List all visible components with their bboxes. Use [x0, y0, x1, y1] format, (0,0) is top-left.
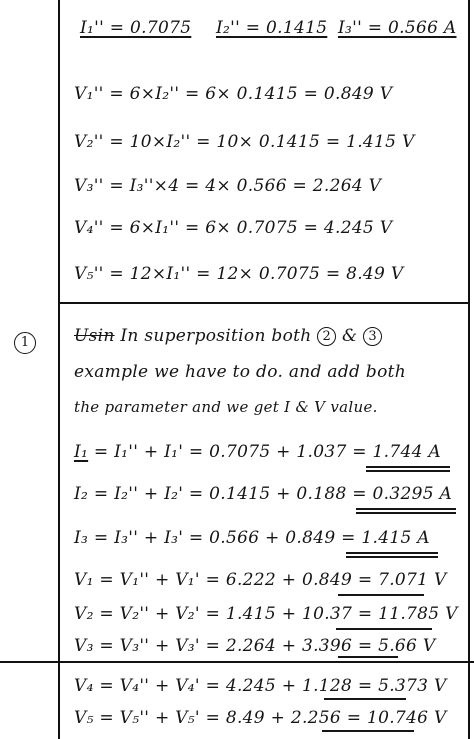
i2-result-underline-1: [356, 508, 456, 510]
v1-result-underline: [338, 594, 424, 596]
v5-result-underline: [322, 730, 414, 732]
i3-double-prime: I₃'' = 0.566 A: [338, 18, 457, 38]
i3-result-underline-1: [346, 552, 438, 554]
v1-total-line: [74, 570, 447, 590]
paragraph-line-3: the parameter and we get I & V value.: [74, 398, 378, 416]
v3-result-underline: [338, 656, 398, 658]
i2-result: 0.3295 A: [372, 484, 453, 504]
left-margin-rule: [58, 0, 60, 739]
v1-result: 7.071 V: [378, 570, 447, 590]
i1-total-line: [74, 442, 441, 462]
v1-double-prime-line: V₁'' = 6×I₂'' = 6× 0.1415 = 0.849 V: [74, 84, 393, 104]
v4-total-line: [74, 676, 447, 696]
i1-expression: = I₁'' + I₁' = 0.7075 + 1.037 =: [88, 442, 373, 462]
paragraph-line-1: [74, 326, 382, 346]
i1-result: 1.744 A: [372, 442, 441, 462]
v5-double-prime-line: V₅'' = 12×I₁'' = 12× 0.7075 = 8.49 V: [74, 264, 404, 284]
i2-expression: = I₂'' + I₂' = 0.1415 + 0.188 =: [88, 484, 373, 504]
v4-expression: V₄ = V₄'' + V₄' = 4.245 + 1.128 =: [74, 676, 379, 696]
divider-lower: [0, 661, 474, 663]
circled-number-a: 2: [317, 327, 336, 346]
paragraph-line-1-text: In superposition both: [120, 326, 312, 346]
v5-result: 10.746 V: [366, 708, 447, 728]
question-number: 1: [14, 332, 36, 354]
i3-total-line: [74, 528, 430, 548]
i1-label: I₁: [74, 442, 89, 462]
ampersand: &: [341, 326, 358, 346]
right-margin-rule: [468, 0, 470, 739]
v3-expression: V₃ = V₃'' + V₃' = 2.264 + 3.396 =: [74, 636, 379, 656]
i3-result-underline-2: [346, 556, 438, 558]
v2-double-prime-line: V₂'' = 10×I₂'' = 10× 0.1415 = 1.415 V: [74, 132, 415, 152]
v3-result: 5.66 V: [378, 636, 436, 656]
struck-word: Usin: [74, 326, 115, 346]
i2-double-prime: I₂'' = 0.1415: [216, 18, 328, 38]
v4-double-prime-line: V₄'' = 6×I₁'' = 6× 0.7075 = 4.245 V: [74, 218, 393, 238]
v1-expression: V₁ = V₁'' + V₁' = 6.222 + 0.849 =: [74, 570, 379, 590]
i2-total-line: [74, 484, 452, 504]
v5-expression: V₅ = V₅'' + V₅' = 8.49 + 2.256 =: [74, 708, 367, 728]
i2-result-underline-2: [356, 512, 456, 514]
v3-double-prime-line: V₃'' = I₃''×4 = 4× 0.566 = 2.264 V: [74, 176, 382, 196]
i3-label: I₃: [74, 528, 89, 548]
v5-total-line: [74, 708, 447, 728]
v4-result: 5.373 V: [378, 676, 447, 696]
i3-expression: = I₃'' + I₃' = 0.566 + 0.849 =: [88, 528, 362, 548]
divider-upper: [58, 302, 470, 304]
v4-result-underline: [324, 698, 406, 700]
i1-result-underline-1: [366, 466, 450, 468]
i3-result: 1.415 A: [361, 528, 430, 548]
v2-result-underline: [336, 628, 432, 630]
v2-total-line: [74, 604, 458, 624]
i1-double-prime: I₁'' = 0.7075: [80, 18, 192, 38]
circled-number-b: 3: [363, 327, 382, 346]
v3-total-line: [74, 636, 435, 656]
i2-label: I₂: [74, 484, 89, 504]
i1-result-underline-2: [366, 470, 450, 472]
v2-expression: V₂ = V₂'' + V₂' = 1.415 + 10.37 =: [74, 604, 379, 624]
v2-result: 11.785 V: [378, 604, 458, 624]
paragraph-line-2: example we have to do. and add both: [74, 362, 407, 382]
